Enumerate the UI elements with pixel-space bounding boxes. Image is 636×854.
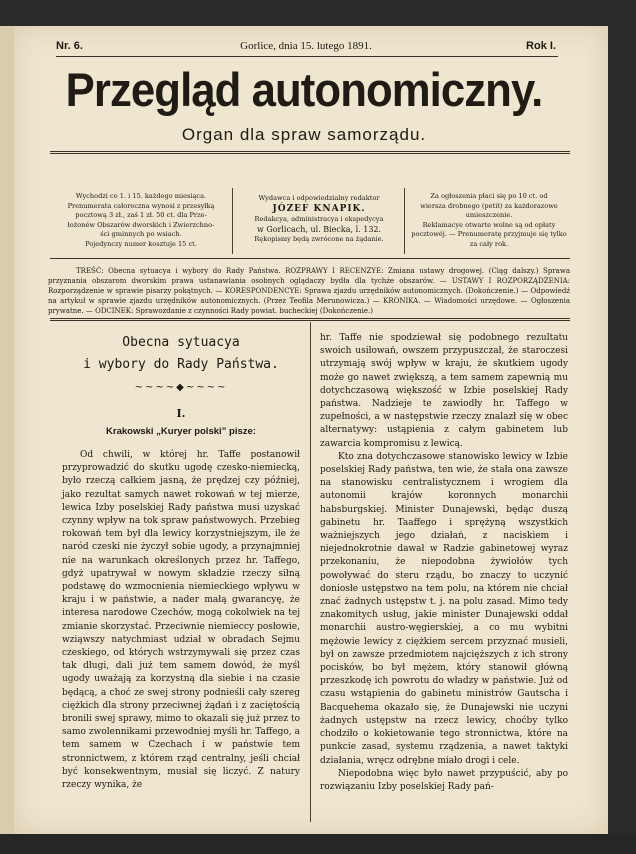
- paragraph: hr. Taffe nie spodziewał się podobnego rezultatu swoich usiłowań, owszem przypuszczał, że staroczesi utrzymają swój wpływ w kraju, że skutkiem ugody może go nawet zwiększą, a tem samem zapewnią mu dotychczasową większość w Izbie poselskiej Rady państwa. Nadzieje te zawiodły hr. Taffego w zupełności, a w następstwie rzeczy znalazł się w obec alternatywy: ustąpienia z całym gabinetem lub zawarcia kompromisu z lewicą.: [320, 333, 568, 449]
- volume-year: Rok I.: [526, 40, 556, 52]
- left-column: [62, 330, 300, 792]
- advertising-info: [408, 192, 570, 250]
- info-right-line: wiersza drobnego (petit) za każdorazowe: [420, 201, 558, 210]
- article-title-line1: Obecna sytuacya: [122, 335, 240, 350]
- info-right-line: Reklamacye otwarte wolne są od opłaty: [422, 220, 556, 229]
- editor-address: w Gorlicach, ul. Biecka, l. 132.: [256, 225, 382, 235]
- masthead-rule-top-2: [50, 153, 570, 154]
- scan-bottom-border: [0, 834, 636, 854]
- paragraph: Od chwili, w której hr. Taffe postanowił przyprowadzić do skutku ugodę czesko-niemiecką, było rzeczą całkiem jasną, że prędzej czy później, jako rezultat samych nawet rokowań w tej mierze, lewica Izby poselskiej Rady państwa musi uzyskać czynny wpływ na tok spraw państwowych. Przebieg rokowań tem był dla lewicy korzystniejszym, ile że naród czeski nie życzył sobie ugody, a przynajmniej nie na warunkach określonych przez hr. Taffego, gdyż upatrywał w nowym składzie rzeczy siłną podstawę do wzmocnienia niemieckiego wpływu w kraju i w państwie, a nader małą gwarancyę, że interesa narodowe Czechów, mogą cokolwiek na tej zmianie skorzystać. Przeciwnie niemieccy posłowie, wziąwszy natychmiast udział w obradach Sejmu czeskiego, od których wstrzymywali się przez czas tak długi, dali już tem samem dowód, że myśl ugody uważają za korzystną dla siebie i na czasie będącą, a choć ze swej strony podnieśli cały szereg ciężkich dla strony przeciwnej żądań i z zaciętością bronili swej sprawy, mimo to okazali się już przez to samo zwolennikami przewodniej myśli hr. Taffego, a tem samem w Czechach i w państwie tem stronnictwem, z którem rząd centralny, jeśli chciał być konsekwentnym, musiał się liczyć. Z natury rzeczy wynika, że: [62, 450, 300, 791]
- info-right-line: umieszczenie.: [465, 211, 513, 220]
- header-rule: [56, 56, 558, 57]
- contents-rule-bottom: [50, 318, 570, 319]
- info-divider-right: [404, 188, 405, 254]
- info-divider-left: [232, 188, 233, 254]
- section-heading: Krakowski „Kuryer polski” pisze:: [106, 426, 256, 437]
- issue-number: Nr. 6.: [56, 40, 83, 52]
- editor-info-line: Rękopismy będą zwrócone na żądanie.: [254, 235, 384, 244]
- paragraph: Kto zna dotychczasowe stanowisko lewicy w Izbie poselskiej Rady państwa, ten wie, że stała ona zawsze na stanowisku centralistycznem i wrogiem dla autonomii krajów koronnych monarchii habsburgskiej. Minister Dunajewski, będąc duszą gabinetu hr. Taaffego i sprężyną wszystkich ważniejszych jego działań, z naciskiem i niejednokrotnie dawał w Radzie gabinetowej wyraz przekonaniu, że niepodobna żywiołów tych powoływać do steru rządu, bo znaczy to uczynić doniosłe ustępstwo na tem polu, na którem nie chciał znać żadnych ustępstw t. j. na polu zasad. Mimo tedy znakomitych usług, jakie minister Dunajewski oddał monarchii austro-węgierskiej, a co mu wybitni mężowie lewicy z ciężkiem sercem przyznać musieli, był on zawsze przedmiotem najcięższych z ich strony pocisków, bo był mężem, który stanowił główną przeszkodę ich powrotu do władzy w państwie. Już od czasu wstąpienia do gabinetu ministrów Gautscha i Bacquehema okazało się, że Dunajewski nie uczyni żadnych ustępstw na rzecz lewicy, choćby tylko chodziło o kokietowanie tego stronnictwa, które na punkcie zasad, systemu rządzenia, a nawet taktyki działania, wręcz odrębne miało drogi i cele.: [320, 451, 568, 766]
- article-body-left: [62, 449, 300, 792]
- info-left-line: łożonéw Obszarów dworskich i Zwierzchno-: [67, 220, 215, 229]
- info-left-line: Wychodzi co 1. i 15. każdego miesiąca.: [75, 192, 207, 200]
- table-of-contents: TREŚĆ: Obecna sytuacya i wybory do Rady Państwa. ROZPRAWY I RECENZYE: Zmiana ustawy drogowej. (Ciąg dalszy.) Sprawa przyznania obszarom dworskim prawa ustanawiania osobnych oglądaczy bydła dla tychże obszarów. — USTAWY I ROZPORZĄDZENIA: Rozporządzenie w sprawie pisarzy pokątnych. — KORESPONDENCYE: Sprawa zjazdu urzędników autonomicznych. (Dokończenie.) — Odpowiedź na artykuł w sprawie zjazdu urzędników autonomicznych. (Przez Teofila Merunowicza.) — KRONIKA. — Wiadomości urzędowe. — Ogłoszenia prywatne. — ODCINEK: Sprawozdanie z czynności Rady powiat. bucheckiej (Dokończenie.): [48, 267, 570, 315]
- ornament-divider: ∼∼∼∼◆∼∼∼∼: [134, 382, 228, 393]
- contents-rule-bottom-2: [50, 320, 570, 321]
- column-divider: [310, 322, 311, 822]
- editor-info: [236, 194, 402, 245]
- editor-info-line: Redakcya, administracya i ekspedycya: [254, 214, 384, 223]
- masthead-rule-top: [50, 151, 570, 152]
- section-numeral: I.: [176, 407, 186, 420]
- right-column: [320, 332, 568, 794]
- info-left-line: Prenumerata całoroczna wynosi z przesyłką: [67, 201, 215, 210]
- paragraph: Niepodobna więc było nawet przypuścić, aby po rozwiązaniu Izby poselskiej Rady pań-: [320, 768, 568, 792]
- info-rule-bottom: [50, 258, 570, 259]
- info-right-line: Za ogłoszenia płaci się po 10 ct. od: [430, 192, 548, 200]
- editor-info-line: Wydawca i odpowiedzialny redaktor: [258, 194, 380, 202]
- subscription-info: [52, 192, 230, 250]
- newspaper-subtitle: Organ dla spraw samorządu.: [181, 125, 427, 144]
- info-left-line: ści gminnych po wsiach.: [100, 230, 182, 239]
- newspaper-title: Przegląd autonomiczny.: [65, 63, 543, 116]
- info-right-line: za cały rok.: [469, 239, 509, 248]
- dateline: Gorlice, dnia 15. lutego 1891.: [240, 40, 372, 52]
- left-page-edge: [0, 26, 14, 834]
- editor-name: JÓZEF KNAPIK.: [272, 203, 366, 214]
- info-right-line: pocztowéj. — Prenumeratę przyjmuje się tylko: [411, 230, 567, 239]
- article-title-line2: i wybory do Rady Państwa.: [83, 357, 279, 372]
- info-left-line: pocztową 3 zł., zaś 1 zł. 50 ct. dla Prze-: [75, 211, 207, 220]
- info-left-line: Pojedynczy numer kosztuje 15 ct.: [85, 239, 197, 248]
